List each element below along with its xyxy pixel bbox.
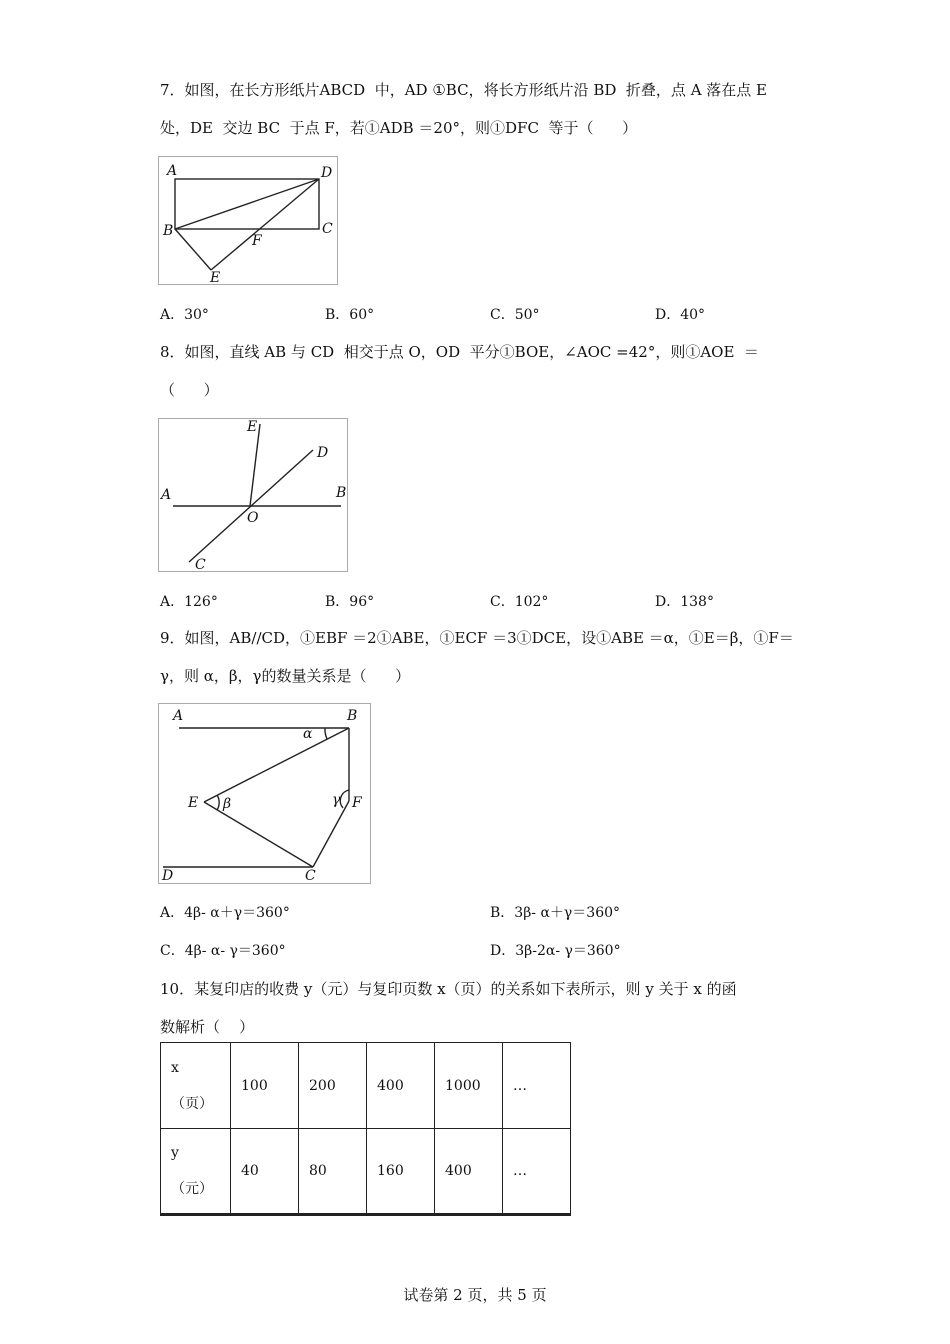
table-row [161,1043,571,1129]
segment-ed [211,179,319,270]
segment-fc [313,801,349,867]
label-d: D [321,165,333,181]
label-o: O [247,510,259,526]
q7-option-b: B．60° [325,307,375,323]
table-cell: … [503,1129,571,1215]
label-e: E [247,419,258,435]
segment-be [175,229,211,270]
label-gamma: γ [332,792,341,808]
q7-option-a: A．30° [160,307,209,323]
q8-option-d: D．138° [655,594,714,610]
segment-be [204,728,349,802]
label-alpha: α [303,726,313,742]
table-cell: 40 [231,1129,299,1215]
table-cell: 100 [231,1043,299,1129]
q7-option-c: C．50° [490,307,540,323]
q7-figure [158,156,338,285]
q9-option-c: C．4β- α- γ＝360° [160,943,286,959]
label-a: A [167,163,178,179]
q7-option-d: D．40° [655,307,706,323]
header-variable: x [171,1059,179,1076]
table-cell: 400 [367,1043,435,1129]
q8-stem-line2: （ ） [160,381,219,399]
table-header-cell [161,1043,231,1129]
q9-stem-line2: γ，则 α，β，γ的数量关系是（ ） [160,667,411,685]
label-c: C [305,868,316,883]
segment-ec [204,802,313,867]
q8-option-b: B．96° [325,594,375,610]
label-b: B [163,223,174,239]
q10-stem-line1: 10．某复印店的收费 y（元）与复印页数 x（页）的关系如下表所示，则 y 关于 x 的函 [160,980,737,998]
label-c: C [195,557,206,571]
label-f: F [252,233,262,249]
label-b: B [347,708,358,724]
ray-oe [250,424,260,506]
q8-option-a: A．126° [160,594,218,610]
page-footer: 试卷第 2 页，共 5 页 [403,1286,547,1304]
q9-stem-line1: 9．如图，AB/∕CD，①EBF ＝2①ABE，①ECF ＝3①DCE，设①ABE ＝α，①E＝β，①F＝ [160,629,794,647]
table-header-cell [161,1129,231,1215]
table-row [161,1129,571,1215]
header-variable: y [171,1145,179,1161]
q10-stem-line2: 数解析（ ） [160,1018,255,1036]
q9-option-a: A．4β- α＋γ＝360° [160,905,290,921]
q10-table [160,1042,571,1216]
q9-option-d: D．3β-2α- γ＝360° [490,943,621,959]
label-c: C [322,221,333,237]
arc-gamma [340,790,349,808]
q7-stem-line1: 7．如图，在长方形纸片ABCD 中，AD ①BC，将长方形纸片沿 BD 折叠，点 A 落在点 E [160,81,768,99]
q9-option-b: B．3β- α＋γ＝360° [490,905,621,921]
label-e: E [210,270,221,284]
header-unit: （元） [171,1181,213,1197]
label-beta: β [223,796,232,812]
arc-alpha [325,728,327,739]
q9-figure [158,703,371,884]
label-a: A [173,708,184,724]
diagonal-bd [175,179,319,229]
label-a: A [161,487,172,503]
label-d: D [317,445,329,461]
table-cell: 80 [299,1129,367,1215]
q8-option-c: C．102° [490,594,549,610]
label-d: D [162,868,174,883]
table-cell: 1000 [435,1043,503,1129]
label-b: B [336,485,347,501]
table-cell: 400 [435,1129,503,1215]
table-cell: 160 [367,1129,435,1215]
table-cell: 200 [299,1043,367,1129]
q8-figure [158,418,348,572]
table-cell: … [503,1043,571,1129]
q7-stem-line2: 处，DE 交边 BC 于点 F，若①ADB ＝20°，则①DFC 等于（ ） [160,119,638,137]
q8-stem-line1: 8．如图，直线 AB 与 CD 相交于点 O，OD 平分①BOE，∠AOC =42°，则①AOE ＝ [160,343,759,361]
arc-beta [217,795,219,810]
label-e: E [188,795,199,811]
header-unit: （页） [171,1095,213,1112]
label-f: F [352,795,362,811]
